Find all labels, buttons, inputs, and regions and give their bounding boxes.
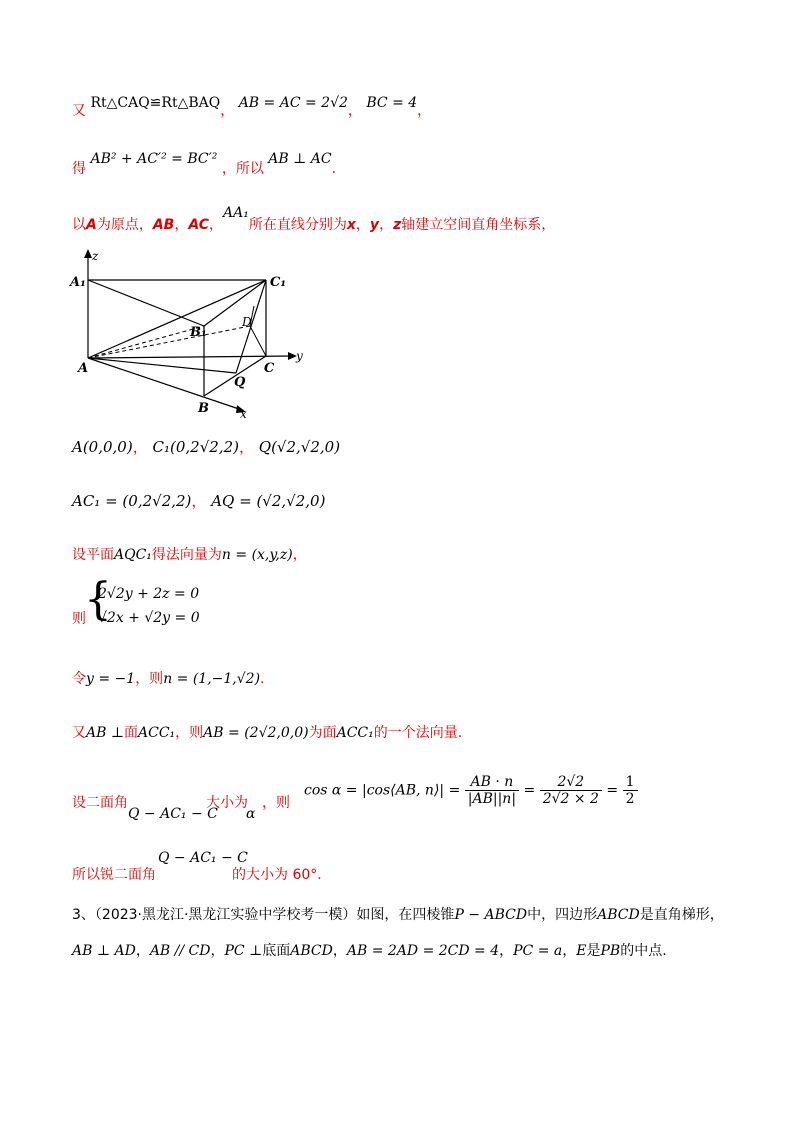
t: 面 <box>124 725 139 741</box>
point-c1-coords: C₁(0,2√2,2) <box>152 438 239 456</box>
frac-2-den: 2√2 × 2 <box>542 791 599 807</box>
s: ， <box>332 943 347 959</box>
t: 以 <box>72 217 86 233</box>
plane-acc1: ACC₁ <box>336 725 374 741</box>
m: AB // CD <box>149 943 211 959</box>
text-ze: 则 <box>72 611 86 627</box>
label-z: z <box>92 249 99 263</box>
x: x <box>346 217 356 233</box>
solution-line-2 <box>72 151 337 178</box>
t: 轴建立空间直角坐标系， <box>401 217 556 233</box>
frac-3 <box>623 774 638 807</box>
label-q: Q <box>234 375 246 390</box>
bc-expr: BC = 4 <box>366 95 418 111</box>
ac: AC <box>188 217 210 233</box>
z: z <box>393 217 402 233</box>
t: 所在直线分别为 <box>248 217 347 233</box>
t: 底面 <box>262 943 291 959</box>
m: PB <box>600 943 621 959</box>
t: 得法向量为 <box>151 547 222 563</box>
solution-line-4 <box>72 436 340 457</box>
abcd: ABCD <box>597 907 640 923</box>
problem-3-line-2 <box>72 940 667 960</box>
s: ， <box>210 943 225 959</box>
solution-line-9 <box>72 722 462 742</box>
normal-n: n = (x,y,z) <box>221 547 293 563</box>
vector-ac1: AC₁ = (0,2√2,2) <box>72 492 192 510</box>
t: ，则 <box>135 671 164 687</box>
m: AB = 2AD = 2CD = 4 <box>346 943 500 959</box>
frac-2-num: 2√2 <box>540 774 602 791</box>
equation-1: 2√2y + 2z = 0 <box>98 586 200 602</box>
plane-aqc1: AQC₁ <box>114 547 152 563</box>
t: 的中点. <box>620 943 667 959</box>
label-b: B <box>198 401 209 416</box>
dihedral-name: Q − AC₁ − C <box>158 850 248 866</box>
s: ， <box>562 943 577 959</box>
t: 令 <box>72 671 86 687</box>
t: 设二面角 <box>72 795 128 811</box>
text-de: 得 <box>72 161 86 177</box>
sep: ， <box>220 103 235 119</box>
t: 的一个法向量. <box>373 725 463 741</box>
solution-line-1 <box>72 95 432 120</box>
solution-line-6 <box>72 544 307 564</box>
point-a-coords: A(0,0,0) <box>72 438 133 456</box>
text-you: 又 <box>72 103 86 119</box>
point-q-coords: Q(√2,√2,0) <box>258 438 341 456</box>
t: 又 <box>72 725 86 741</box>
text-suoyi: ，所以 <box>221 161 264 177</box>
m: E <box>576 943 587 959</box>
t: 为原点， <box>96 217 153 233</box>
congruence-expr: Rt△CAQ≌Rt△BAQ <box>90 95 221 111</box>
m: ABCD <box>290 943 333 959</box>
label-a: A <box>78 361 89 376</box>
t: 中，四边形 <box>527 907 598 923</box>
label-a1: A₁ <box>70 275 86 290</box>
solution-line-5 <box>72 490 325 511</box>
m: PC ⊥ <box>224 943 263 959</box>
t: ， <box>209 217 224 233</box>
cos-formula <box>304 774 638 807</box>
m: AB ⊥ AD <box>72 943 136 959</box>
label-x: x <box>240 407 247 421</box>
alpha: α <box>246 806 256 822</box>
sep: ， <box>191 492 207 510</box>
sep: ， <box>347 103 362 119</box>
brace: { <box>84 574 112 625</box>
sep: ， <box>417 103 432 119</box>
dihedral-name: Q − AC₁ − C <box>128 806 218 822</box>
t: 为面 <box>308 725 337 741</box>
frac-3-den: 2 <box>625 791 635 807</box>
point-a: A <box>86 217 97 233</box>
cos-lhs: cos α = |cos⟨AB, n⟩| = <box>304 782 461 799</box>
t: 所以锐二面角 <box>72 867 156 883</box>
y: y <box>369 217 380 233</box>
m: PC = a <box>513 943 563 959</box>
t: ， <box>292 547 307 563</box>
pythagoras-expr: AB² + AC′² = BC′² <box>90 151 218 167</box>
label-b1: B₁ <box>190 325 207 340</box>
s: ， <box>499 943 514 959</box>
perp-expr: AB ⊥ AC <box>268 151 332 167</box>
frac-2 <box>540 774 602 807</box>
ab: AB <box>152 217 175 233</box>
eq: = <box>523 782 536 799</box>
prism-figure <box>64 246 314 422</box>
frac-1 <box>465 774 519 807</box>
label-c1: C₁ <box>270 275 287 290</box>
label-c: C <box>264 361 275 376</box>
plane-acc1: ACC₁ <box>138 725 176 741</box>
solution-line-3: 以A为原点，AB，AC，AA₁所在直线分别为x，y，z轴建立空间直角坐标系， <box>72 205 556 233</box>
frac-3-num: 1 <box>623 774 638 791</box>
solution-line-8 <box>72 668 265 688</box>
s: ， <box>135 943 150 959</box>
normal-n-value: n = (1,−1,√2) <box>163 671 261 687</box>
eq: = <box>606 782 619 799</box>
t: 3、（2023·黑龙江·黑龙江实验中学校考一模）如图，在四棱锥 <box>72 907 455 923</box>
t: 是 <box>586 943 601 959</box>
label-y: y <box>296 349 303 363</box>
ab-ac-expr: AB = AC = 2√2 <box>238 95 348 111</box>
label-d: D <box>242 315 252 329</box>
aa1: AA₁ <box>223 205 249 221</box>
equation-2: √2x + √2y = 0 <box>98 610 200 626</box>
t: 的大小为 60°. <box>232 867 322 883</box>
solution-line-10 <box>72 764 772 824</box>
t: 是直角梯形， <box>639 907 724 923</box>
frac-1-num: AB · n <box>465 774 519 791</box>
t: ，则 <box>175 725 204 741</box>
t: 大小为 <box>206 795 248 811</box>
t: 设平面 <box>72 547 114 563</box>
vector-aq: AQ = (√2,√2,0) <box>211 492 326 510</box>
pyramid-name: P − ABCD <box>454 907 528 923</box>
ab-perp: AB ⊥ <box>86 725 125 741</box>
sep: ， <box>132 438 148 456</box>
problem-3-line-1 <box>72 904 724 924</box>
vector-ab: AB = (2√2,0,0) <box>203 725 309 741</box>
sep: ， <box>238 438 254 456</box>
t: ， <box>174 217 189 233</box>
t: . <box>260 671 265 687</box>
y-value: y = −1 <box>86 671 136 687</box>
period: . <box>331 161 337 177</box>
frac-1-den: |AB||n| <box>467 791 517 807</box>
t: ，则 <box>262 795 290 811</box>
